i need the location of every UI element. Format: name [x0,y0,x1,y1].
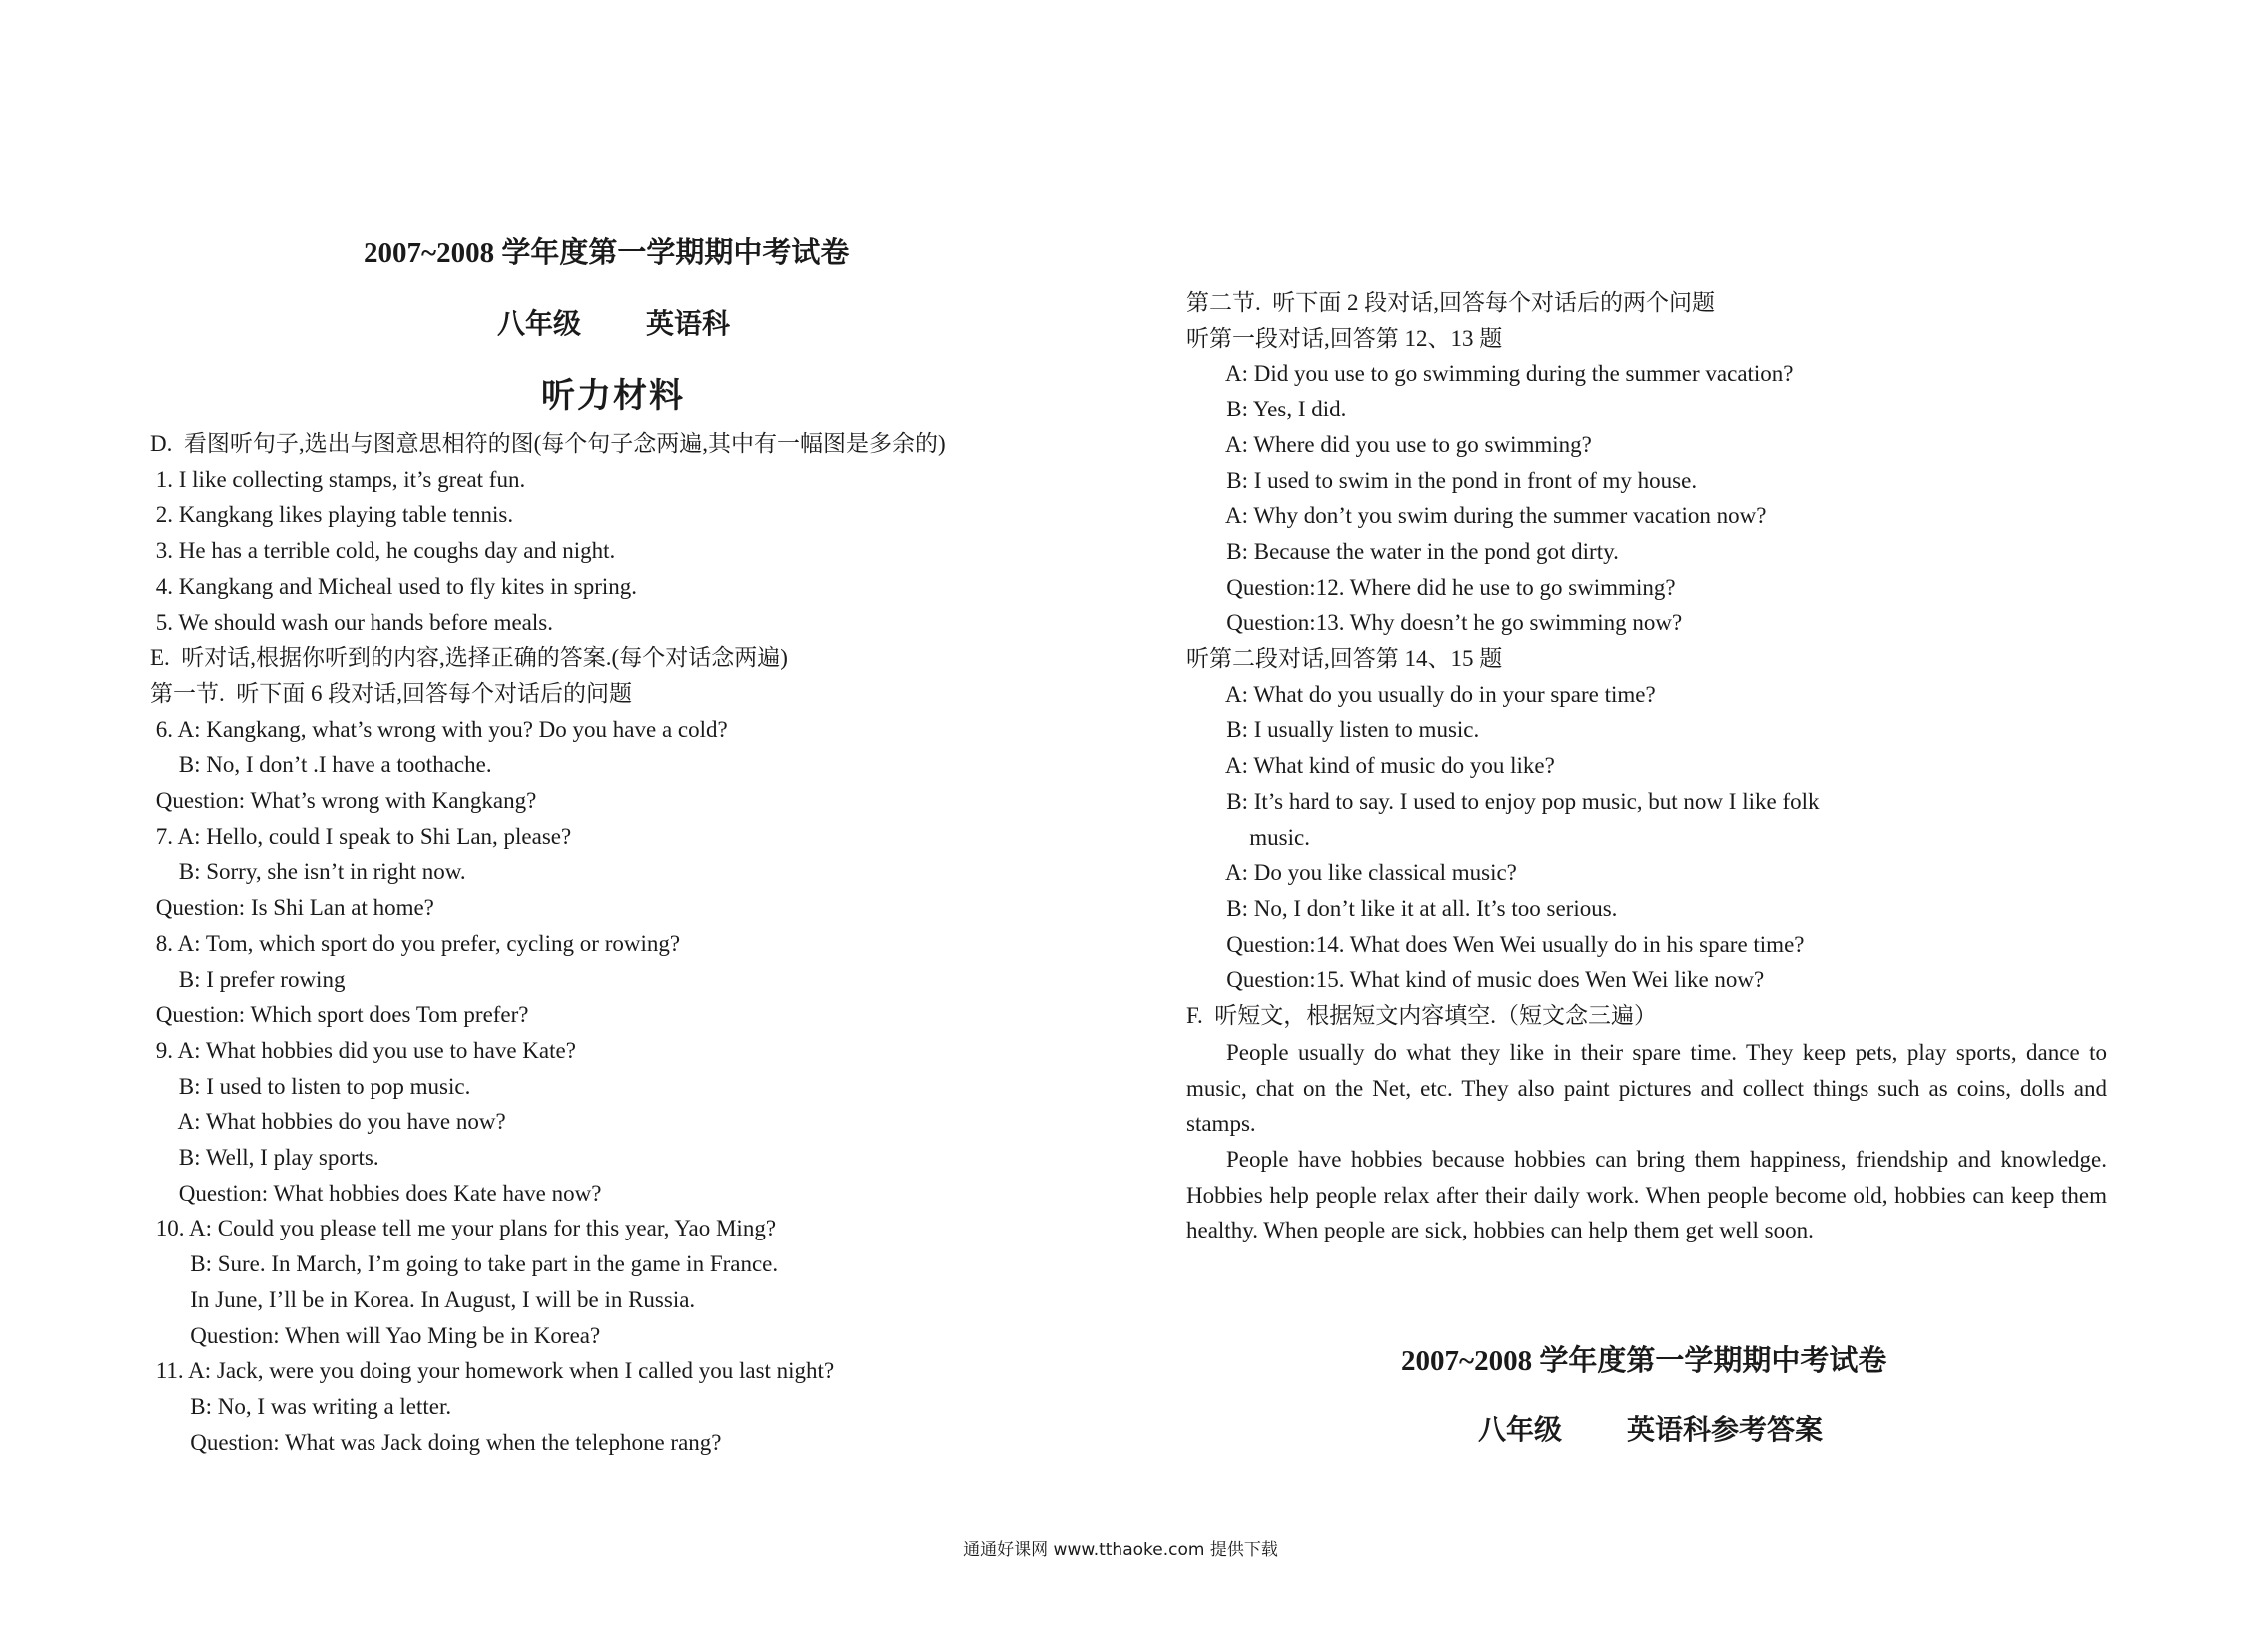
text-line: B: Sure. In March, I’m going to take part in the game in France. [150,1251,779,1277]
text-line: 听第二段对话,回答第 14、15 题 [1186,646,1503,671]
text-line: A: What kind of music do you like? [1186,753,1555,779]
text-line: 8. A: Tom, which sport do you prefer, cycling or rowing? [150,930,681,956]
text-line: B: Because the water in the pond got dirty. [1186,538,1619,564]
text-line: 7. A: Hello, could I speak to Shi Lan, please? [150,823,572,849]
text-line: B: It’s hard to say. I used to enjoy pop music, but now I like folk [1186,788,1820,814]
text-line: B: I prefer rowing [150,966,346,992]
text-line: E. 听对话,根据你听到的内容,选择正确的答案.(每个对话念两遍) [150,645,788,671]
text-line: D. 看图听句子,选出与图意思相符的图(每个句子念两遍,其中有一幅图是多余的) [150,431,946,456]
text-line: A: Why don’t you swim during the summer vacation now? [1186,503,1767,529]
footer-credit: 通通好课网 www.tthaoke.com 提供下载 [963,1540,1278,1560]
text-line: A: Do you like classical music? [1186,860,1517,886]
text-line: Question: What’s wrong with Kangkang? [150,788,537,813]
text-line: B: Yes, I did. [1186,397,1347,422]
text-line: In June, I’ll be in Korea. In August, I will be in Russia. [150,1286,696,1312]
text-line: 1. I like collecting stamps, it’s great fun. [150,466,526,492]
text-line: B: I used to listen to pop music. [150,1073,471,1099]
text-line: 5. We should wash our hands before meals. [150,609,553,635]
text-line: Question:13. Why doesn’t he go swimming now? [1186,610,1683,636]
text-line: Question: What was Jack doing when the telephone rang? [150,1429,722,1455]
text-line: 听第一段对话,回答第 12、13 题 [1186,325,1503,351]
text-line: B: Sorry, she isn’t in right now. [150,859,466,885]
text-line: B: I used to swim in the pond in front of my house. [1186,467,1698,493]
passage-paragraph-1: People usually do what they like in their spare time. They keep pets, play sports, dance to music, chat on the Net, etc. They also paint pictures and collect things such as coins, dolls and stamps. [1186,1040,2107,1136]
text-line: Question:12. Where did he use to go swimming? [1186,574,1676,600]
text-line: 4. Kangkang and Micheal used to fly kites in spring. [150,573,638,599]
text-line: 9. A: What hobbies did you use to have Kate? [150,1037,576,1063]
text-line: 2. Kangkang likes playing table tennis. [150,502,514,528]
text-line: A: What do you usually do in your spare time? [1186,681,1656,707]
text-line: B: Well, I play sports. [150,1145,379,1170]
exam-title: 2007~2008 学年度第一学期期中考试卷 [364,237,850,269]
grade-subject: 八年级 英语科 [497,309,731,340]
passage-paragraph-2: People have hobbies because hobbies can bring them happiness, friendship and knowledge. Hobbies help people relax after their daily work. When people become old, hobbies can keep them healthy. When people are sick, hobbies can help them get well soon. [1186,1147,2107,1242]
text-line: 第二节. 听下面 2 段对话,回答每个对话后的两个问题 [1186,290,1715,315]
answer-exam-title: 2007~2008 学年度第一学期期中考试卷 [1401,1345,1887,1377]
text-line: A: Did you use to go swimming during the summer vacation? [1186,361,1794,387]
text-line: 11. A: Jack, were you doing your homework when I called you last night? [150,1358,835,1384]
text-line: B: No, I don’t .I have a toothache. [150,752,492,778]
text-line: Question: What hobbies does Kate have now? [150,1180,602,1206]
text-line: 第一节. 听下面 6 段对话,回答每个对话后的问题 [150,680,632,706]
text-line: music. [1186,824,1310,850]
answer-title: 八年级 英语科参考答案 [1478,1415,1824,1446]
text-line: 6. A: Kangkang, what’s wrong with you? Do you have a cold? [150,716,728,742]
text-line: Question: When will Yao Ming be in Korea? [150,1322,601,1348]
text-line: A: Where did you use to go swimming? [1186,431,1592,457]
text-line: F. 听短文，根据短文内容填空.（短文念三遍） [1186,1003,1657,1028]
text-line: Question: Is Shi Lan at home? [150,895,434,921]
text-line: Question:14. What does Wen Wei usually do in his spare time? [1186,931,1805,957]
text-line: 3. He has a terrible cold, he coughs day and night. [150,538,616,564]
text-line: B: No, I was writing a letter. [150,1393,452,1419]
text-line: 10. A: Could you please tell me your plans for this year, Yao Ming? [150,1216,777,1241]
section-title: 听力材料 [541,378,685,414]
text-line: B: I usually listen to music. [1186,717,1480,743]
text-line: Question:15. What kind of music does Wen Wei like now? [1186,967,1765,993]
text-line: Question: Which sport does Tom prefer? [150,1002,529,1028]
text-line: A: What hobbies do you have now? [150,1109,506,1135]
text-line: B: No, I don’t like it at all. It’s too serious. [1186,895,1618,921]
